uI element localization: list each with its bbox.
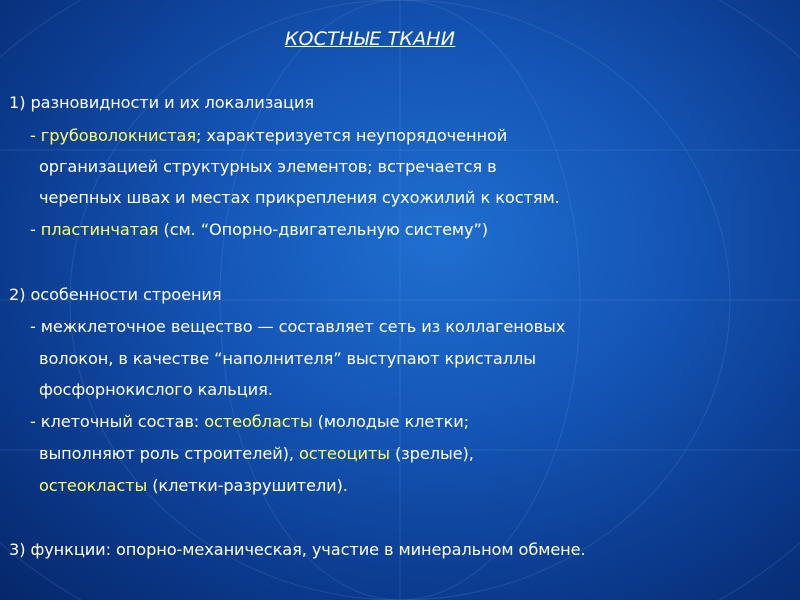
term-grubovoloknistaya: грубоволокнистая [40, 126, 197, 145]
s2-item2-line1 [30, 412, 469, 431]
s1-item2-dash: - [30, 220, 41, 239]
s2-item1-line1: - межклеточное вещество — составляет сеть из коллагеновых [30, 317, 566, 336]
s2-item2-post2: (зрелые), [389, 444, 474, 463]
s1-item1-line2: организацией структурных элементов; встречается в [39, 157, 497, 176]
s2-item2-pre: - клеточный состав: [30, 412, 205, 431]
s2-item2-line2 [39, 444, 474, 463]
s2-item2-post3: (клетки-разрушители). [147, 476, 348, 495]
section2-heading: 2) особенности строения [9, 285, 222, 304]
section1-heading: 1) разновидности и их локализация [9, 93, 315, 112]
s1-item2-rest: (см. “Опорно-двигательную систему”) [158, 220, 489, 239]
term-osteoklasty: остеокласты [39, 476, 148, 495]
s2-item2-post1: (молодые клетки; [312, 412, 470, 431]
s2-item1-line2: волокон, в качестве “наполнителя” выступают кристаллы [39, 349, 536, 368]
s1-item1-dash: - [30, 126, 41, 145]
section3-text: 3) функции: опорно-механическая, участие в минеральном обмене. [9, 540, 586, 559]
term-plastinchataya: пластинчатая [40, 220, 159, 239]
s1-item2-line [30, 220, 488, 239]
s1-item1-line3: черепных швах и местах прикрепления сухожилий к костям. [39, 188, 560, 207]
s2-item2-cont-pre: выполняют роль строителей), [39, 444, 299, 463]
term-osteoblasty: остеобласты [204, 412, 313, 431]
term-osteotsity: остеоциты [298, 444, 390, 463]
s1-item1-rest: ; характеризуется неупорядоченной [196, 126, 508, 145]
s1-item1-line1 [30, 126, 507, 145]
s2-item1-line3: фосфорнокислого кальция. [39, 380, 273, 399]
slide-title: КОСТНЫЕ ТКАНИ [284, 28, 456, 50]
s2-item2-line3 [39, 476, 348, 495]
